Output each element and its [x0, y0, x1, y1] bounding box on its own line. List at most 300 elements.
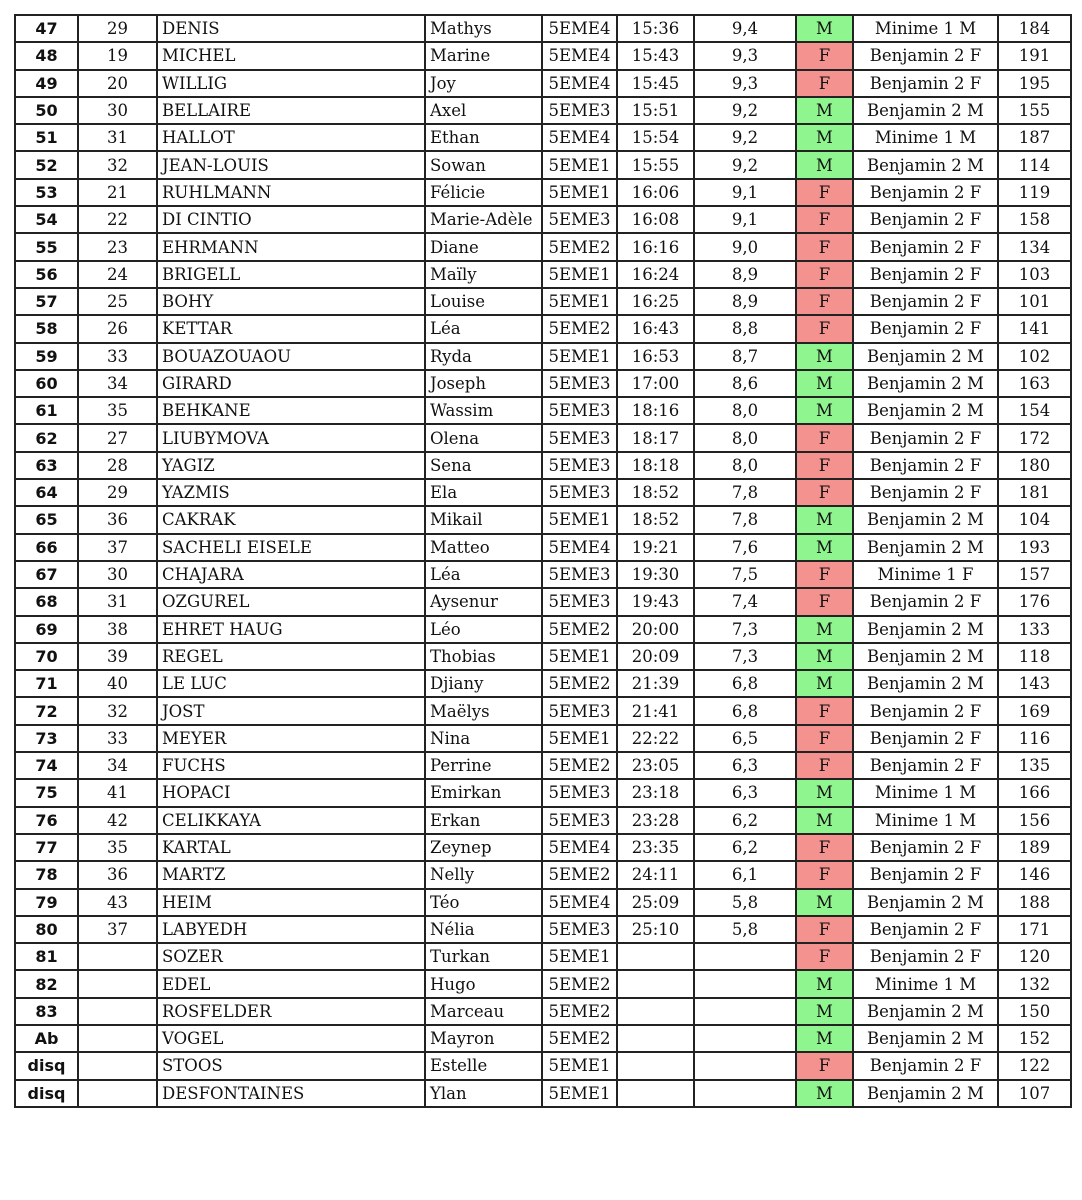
- speed-cell: 7,4: [694, 588, 796, 615]
- sex-cell: F: [796, 861, 853, 888]
- category-cell: Benjamin 2 M: [853, 506, 998, 533]
- time-cell: 15:55: [617, 151, 694, 178]
- first-name-cell: Ylan: [425, 1080, 542, 1107]
- speed-cell: 8,9: [694, 288, 796, 315]
- last-name-cell: MARTZ: [157, 861, 425, 888]
- speed-cell: 9,1: [694, 206, 796, 233]
- table-row: [15, 970, 1071, 997]
- bib-cell: 171: [998, 916, 1071, 943]
- bib-cell: 189: [998, 834, 1071, 861]
- last-name-cell: BOUAZOUAOU: [157, 343, 425, 370]
- class-cell: 5EME2: [542, 1025, 617, 1052]
- sex-cell: F: [796, 42, 853, 69]
- category-rank-cell: [78, 998, 157, 1025]
- table-row: [15, 370, 1071, 397]
- class-cell: 5EME2: [542, 861, 617, 888]
- time-cell: 16:43: [617, 315, 694, 342]
- speed-cell: 6,5: [694, 725, 796, 752]
- time-cell: 22:22: [617, 725, 694, 752]
- rank-cell: 52: [15, 151, 78, 178]
- class-cell: 5EME1: [542, 1052, 617, 1079]
- rank-cell: 54: [15, 206, 78, 233]
- sex-cell: M: [796, 970, 853, 997]
- sex-cell: M: [796, 397, 853, 424]
- first-name-cell: Thobias: [425, 643, 542, 670]
- sex-cell: F: [796, 752, 853, 779]
- rank-cell: 53: [15, 179, 78, 206]
- category-cell: Benjamin 2 M: [853, 97, 998, 124]
- sex-cell: F: [796, 479, 853, 506]
- first-name-cell: Estelle: [425, 1052, 542, 1079]
- table-row: [15, 807, 1071, 834]
- time-cell: 23:18: [617, 779, 694, 806]
- last-name-cell: HEIM: [157, 889, 425, 916]
- time-cell: 16:24: [617, 261, 694, 288]
- bib-cell: 150: [998, 998, 1071, 1025]
- table-row: [15, 916, 1071, 943]
- time-cell: 24:11: [617, 861, 694, 888]
- last-name-cell: LABYEDH: [157, 916, 425, 943]
- last-name-cell: SOZER: [157, 943, 425, 970]
- sex-cell: F: [796, 315, 853, 342]
- table-row: [15, 588, 1071, 615]
- first-name-cell: Turkan: [425, 943, 542, 970]
- last-name-cell: DESFONTAINES: [157, 1080, 425, 1107]
- bib-cell: 184: [998, 15, 1071, 42]
- sex-cell: F: [796, 179, 853, 206]
- bib-cell: 114: [998, 151, 1071, 178]
- table-row: [15, 15, 1071, 42]
- table-row: [15, 834, 1071, 861]
- first-name-cell: Mikail: [425, 506, 542, 533]
- last-name-cell: HOPACI: [157, 779, 425, 806]
- first-name-cell: Léa: [425, 561, 542, 588]
- time-cell: 16:25: [617, 288, 694, 315]
- class-cell: 5EME4: [542, 15, 617, 42]
- bib-cell: 195: [998, 70, 1071, 97]
- speed-cell: 6,2: [694, 807, 796, 834]
- sex-cell: M: [796, 670, 853, 697]
- class-cell: 5EME1: [542, 1080, 617, 1107]
- rank-cell: 62: [15, 424, 78, 451]
- time-cell: 23:35: [617, 834, 694, 861]
- table-row: [15, 943, 1071, 970]
- last-name-cell: MICHEL: [157, 42, 425, 69]
- last-name-cell: LIUBYMOVA: [157, 424, 425, 451]
- category-rank-cell: 31: [78, 588, 157, 615]
- rank-cell: 48: [15, 42, 78, 69]
- last-name-cell: CELIKKAYA: [157, 807, 425, 834]
- bib-cell: 152: [998, 1025, 1071, 1052]
- first-name-cell: Marine: [425, 42, 542, 69]
- last-name-cell: EDEL: [157, 970, 425, 997]
- sex-cell: F: [796, 1052, 853, 1079]
- class-cell: 5EME3: [542, 397, 617, 424]
- category-cell: Benjamin 2 M: [853, 397, 998, 424]
- table-row: [15, 97, 1071, 124]
- class-cell: 5EME1: [542, 506, 617, 533]
- first-name-cell: Matteo: [425, 534, 542, 561]
- rank-cell: 78: [15, 861, 78, 888]
- table-row: [15, 124, 1071, 151]
- category-rank-cell: 32: [78, 697, 157, 724]
- first-name-cell: Perrine: [425, 752, 542, 779]
- table-row: [15, 779, 1071, 806]
- category-rank-cell: 31: [78, 124, 157, 151]
- last-name-cell: EHRMANN: [157, 233, 425, 260]
- category-rank-cell: 43: [78, 889, 157, 916]
- rank-cell: 80: [15, 916, 78, 943]
- sex-cell: F: [796, 261, 853, 288]
- table-row: [15, 561, 1071, 588]
- first-name-cell: Aysenur: [425, 588, 542, 615]
- last-name-cell: STOOS: [157, 1052, 425, 1079]
- time-cell: 15:54: [617, 124, 694, 151]
- class-cell: 5EME4: [542, 124, 617, 151]
- rank-cell: 63: [15, 452, 78, 479]
- first-name-cell: Hugo: [425, 970, 542, 997]
- speed-cell: [694, 1080, 796, 1107]
- class-cell: 5EME3: [542, 97, 617, 124]
- bib-cell: 143: [998, 670, 1071, 697]
- category-cell: Benjamin 2 M: [853, 343, 998, 370]
- bib-cell: 181: [998, 479, 1071, 506]
- time-cell: 21:39: [617, 670, 694, 697]
- class-cell: 5EME3: [542, 697, 617, 724]
- bib-cell: 132: [998, 970, 1071, 997]
- speed-cell: 7,5: [694, 561, 796, 588]
- sex-cell: F: [796, 834, 853, 861]
- rank-cell: 60: [15, 370, 78, 397]
- sex-cell: F: [796, 725, 853, 752]
- class-cell: 5EME1: [542, 179, 617, 206]
- last-name-cell: JEAN-LOUIS: [157, 151, 425, 178]
- rank-cell: 51: [15, 124, 78, 151]
- sex-cell: M: [796, 889, 853, 916]
- category-cell: Benjamin 2 F: [853, 42, 998, 69]
- rank-cell: Ab: [15, 1025, 78, 1052]
- sex-cell: F: [796, 561, 853, 588]
- sex-cell: M: [796, 97, 853, 124]
- first-name-cell: Olena: [425, 424, 542, 451]
- first-name-cell: Nina: [425, 725, 542, 752]
- table-row: [15, 42, 1071, 69]
- rank-cell: 71: [15, 670, 78, 697]
- last-name-cell: CHAJARA: [157, 561, 425, 588]
- table-row: [15, 261, 1071, 288]
- speed-cell: 9,4: [694, 15, 796, 42]
- class-cell: 5EME3: [542, 916, 617, 943]
- sex-cell: F: [796, 916, 853, 943]
- time-cell: 25:10: [617, 916, 694, 943]
- class-cell: 5EME3: [542, 452, 617, 479]
- time-cell: 15:36: [617, 15, 694, 42]
- first-name-cell: Maïly: [425, 261, 542, 288]
- rank-cell: 49: [15, 70, 78, 97]
- bib-cell: 193: [998, 534, 1071, 561]
- first-name-cell: Zeynep: [425, 834, 542, 861]
- table-row: [15, 479, 1071, 506]
- category-rank-cell: 30: [78, 561, 157, 588]
- sex-cell: M: [796, 1025, 853, 1052]
- category-cell: Minime 1 M: [853, 807, 998, 834]
- class-cell: 5EME2: [542, 616, 617, 643]
- table-row: [15, 179, 1071, 206]
- class-cell: 5EME4: [542, 889, 617, 916]
- bib-cell: 180: [998, 452, 1071, 479]
- sex-cell: F: [796, 943, 853, 970]
- last-name-cell: OZGUREL: [157, 588, 425, 615]
- table-row: [15, 315, 1071, 342]
- speed-cell: 8,9: [694, 261, 796, 288]
- speed-cell: 9,1: [694, 179, 796, 206]
- time-cell: 16:08: [617, 206, 694, 233]
- speed-cell: 6,8: [694, 697, 796, 724]
- time-cell: 18:17: [617, 424, 694, 451]
- speed-cell: 8,7: [694, 343, 796, 370]
- bib-cell: 133: [998, 616, 1071, 643]
- category-cell: Benjamin 2 M: [853, 670, 998, 697]
- first-name-cell: Djiany: [425, 670, 542, 697]
- category-rank-cell: 32: [78, 151, 157, 178]
- sex-cell: M: [796, 506, 853, 533]
- bib-cell: 146: [998, 861, 1071, 888]
- last-name-cell: WILLIG: [157, 70, 425, 97]
- results-table: [14, 14, 1072, 1108]
- table-row: [15, 725, 1071, 752]
- first-name-cell: Erkan: [425, 807, 542, 834]
- sex-cell: M: [796, 370, 853, 397]
- sex-cell: M: [796, 643, 853, 670]
- speed-cell: 7,3: [694, 643, 796, 670]
- class-cell: 5EME4: [542, 42, 617, 69]
- category-cell: Benjamin 2 F: [853, 479, 998, 506]
- class-cell: 5EME3: [542, 424, 617, 451]
- time-cell: [617, 998, 694, 1025]
- category-cell: Benjamin 2 F: [853, 452, 998, 479]
- category-rank-cell: 33: [78, 343, 157, 370]
- time-cell: 20:00: [617, 616, 694, 643]
- category-cell: Benjamin 2 M: [853, 534, 998, 561]
- bib-cell: 122: [998, 1052, 1071, 1079]
- first-name-cell: Ryda: [425, 343, 542, 370]
- class-cell: 5EME4: [542, 70, 617, 97]
- rank-cell: 83: [15, 998, 78, 1025]
- class-cell: 5EME1: [542, 643, 617, 670]
- time-cell: 18:16: [617, 397, 694, 424]
- table-row: [15, 452, 1071, 479]
- class-cell: 5EME3: [542, 807, 617, 834]
- time-cell: 25:09: [617, 889, 694, 916]
- rank-cell: 81: [15, 943, 78, 970]
- first-name-cell: Léa: [425, 315, 542, 342]
- sex-cell: M: [796, 1080, 853, 1107]
- speed-cell: [694, 998, 796, 1025]
- category-cell: Benjamin 2 F: [853, 588, 998, 615]
- class-cell: 5EME1: [542, 261, 617, 288]
- bib-cell: 120: [998, 943, 1071, 970]
- category-cell: Benjamin 2 M: [853, 1025, 998, 1052]
- speed-cell: 8,0: [694, 397, 796, 424]
- time-cell: [617, 943, 694, 970]
- class-cell: 5EME1: [542, 343, 617, 370]
- time-cell: [617, 1052, 694, 1079]
- first-name-cell: Félicie: [425, 179, 542, 206]
- category-cell: Benjamin 2 F: [853, 179, 998, 206]
- rank-cell: 70: [15, 643, 78, 670]
- first-name-cell: Joseph: [425, 370, 542, 397]
- bib-cell: 157: [998, 561, 1071, 588]
- speed-cell: 8,0: [694, 424, 796, 451]
- rank-cell: 57: [15, 288, 78, 315]
- table-row: [15, 1025, 1071, 1052]
- rank-cell: 72: [15, 697, 78, 724]
- sex-cell: M: [796, 616, 853, 643]
- bib-cell: 116: [998, 725, 1071, 752]
- speed-cell: 6,8: [694, 670, 796, 697]
- results-body: [15, 15, 1071, 1107]
- class-cell: 5EME1: [542, 151, 617, 178]
- speed-cell: [694, 1052, 796, 1079]
- rank-cell: 74: [15, 752, 78, 779]
- class-cell: 5EME4: [542, 534, 617, 561]
- category-rank-cell: 19: [78, 42, 157, 69]
- table-row: [15, 1052, 1071, 1079]
- last-name-cell: BEHKANE: [157, 397, 425, 424]
- category-cell: Benjamin 2 F: [853, 916, 998, 943]
- rank-cell: 82: [15, 970, 78, 997]
- category-cell: Benjamin 2 M: [853, 1080, 998, 1107]
- category-cell: Benjamin 2 F: [853, 288, 998, 315]
- last-name-cell: RUHLMANN: [157, 179, 425, 206]
- rank-cell: 68: [15, 588, 78, 615]
- category-rank-cell: 41: [78, 779, 157, 806]
- bib-cell: 104: [998, 506, 1071, 533]
- category-rank-cell: 27: [78, 424, 157, 451]
- time-cell: 16:16: [617, 233, 694, 260]
- category-rank-cell: 35: [78, 834, 157, 861]
- sex-cell: M: [796, 807, 853, 834]
- sex-cell: F: [796, 288, 853, 315]
- table-row: [15, 643, 1071, 670]
- category-cell: Benjamin 2 F: [853, 1052, 998, 1079]
- category-rank-cell: 37: [78, 916, 157, 943]
- first-name-cell: Nélia: [425, 916, 542, 943]
- speed-cell: [694, 943, 796, 970]
- last-name-cell: EHRET HAUG: [157, 616, 425, 643]
- rank-cell: 77: [15, 834, 78, 861]
- last-name-cell: DENIS: [157, 15, 425, 42]
- table-row: [15, 288, 1071, 315]
- category-cell: Benjamin 2 M: [853, 616, 998, 643]
- speed-cell: 9,2: [694, 124, 796, 151]
- time-cell: [617, 1080, 694, 1107]
- table-row: [15, 233, 1071, 260]
- table-row: [15, 752, 1071, 779]
- category-cell: Benjamin 2 M: [853, 151, 998, 178]
- speed-cell: 5,8: [694, 889, 796, 916]
- time-cell: 18:18: [617, 452, 694, 479]
- class-cell: 5EME3: [542, 561, 617, 588]
- table-row: [15, 343, 1071, 370]
- first-name-cell: Diane: [425, 233, 542, 260]
- speed-cell: [694, 970, 796, 997]
- speed-cell: 8,6: [694, 370, 796, 397]
- category-cell: Minime 1 M: [853, 15, 998, 42]
- class-cell: 5EME3: [542, 588, 617, 615]
- class-cell: 5EME4: [542, 834, 617, 861]
- category-cell: Benjamin 2 M: [853, 370, 998, 397]
- category-rank-cell: 30: [78, 97, 157, 124]
- category-rank-cell: 36: [78, 506, 157, 533]
- bib-cell: 102: [998, 343, 1071, 370]
- speed-cell: [694, 1025, 796, 1052]
- class-cell: 5EME2: [542, 670, 617, 697]
- rank-cell: 59: [15, 343, 78, 370]
- category-rank-cell: [78, 1080, 157, 1107]
- category-rank-cell: 23: [78, 233, 157, 260]
- rank-cell: 69: [15, 616, 78, 643]
- category-cell: Benjamin 2 F: [853, 943, 998, 970]
- time-cell: 20:09: [617, 643, 694, 670]
- time-cell: 16:06: [617, 179, 694, 206]
- category-cell: Benjamin 2 F: [853, 315, 998, 342]
- table-row: [15, 697, 1071, 724]
- time-cell: 17:00: [617, 370, 694, 397]
- category-rank-cell: [78, 970, 157, 997]
- class-cell: 5EME2: [542, 233, 617, 260]
- category-rank-cell: 36: [78, 861, 157, 888]
- rank-cell: 75: [15, 779, 78, 806]
- speed-cell: 6,3: [694, 752, 796, 779]
- time-cell: 21:41: [617, 697, 694, 724]
- bib-cell: 188: [998, 889, 1071, 916]
- speed-cell: 7,8: [694, 506, 796, 533]
- category-rank-cell: 37: [78, 534, 157, 561]
- speed-cell: 6,3: [694, 779, 796, 806]
- first-name-cell: Mayron: [425, 1025, 542, 1052]
- category-rank-cell: 38: [78, 616, 157, 643]
- category-rank-cell: 29: [78, 15, 157, 42]
- category-rank-cell: 25: [78, 288, 157, 315]
- table-row: [15, 861, 1071, 888]
- time-cell: 23:05: [617, 752, 694, 779]
- category-rank-cell: 22: [78, 206, 157, 233]
- first-name-cell: Mathys: [425, 15, 542, 42]
- category-cell: Benjamin 2 M: [853, 998, 998, 1025]
- sex-cell: F: [796, 452, 853, 479]
- table-row: [15, 889, 1071, 916]
- last-name-cell: YAGIZ: [157, 452, 425, 479]
- time-cell: [617, 1025, 694, 1052]
- category-rank-cell: [78, 943, 157, 970]
- time-cell: 16:53: [617, 343, 694, 370]
- first-name-cell: Marceau: [425, 998, 542, 1025]
- category-cell: Benjamin 2 F: [853, 725, 998, 752]
- category-cell: Benjamin 2 F: [853, 424, 998, 451]
- category-rank-cell: 21: [78, 179, 157, 206]
- last-name-cell: MEYER: [157, 725, 425, 752]
- category-cell: Benjamin 2 F: [853, 697, 998, 724]
- first-name-cell: Maëlys: [425, 697, 542, 724]
- first-name-cell: Nelly: [425, 861, 542, 888]
- class-cell: 5EME2: [542, 998, 617, 1025]
- category-rank-cell: [78, 1025, 157, 1052]
- rank-cell: disq: [15, 1080, 78, 1107]
- last-name-cell: KARTAL: [157, 834, 425, 861]
- sex-cell: F: [796, 206, 853, 233]
- rank-cell: 58: [15, 315, 78, 342]
